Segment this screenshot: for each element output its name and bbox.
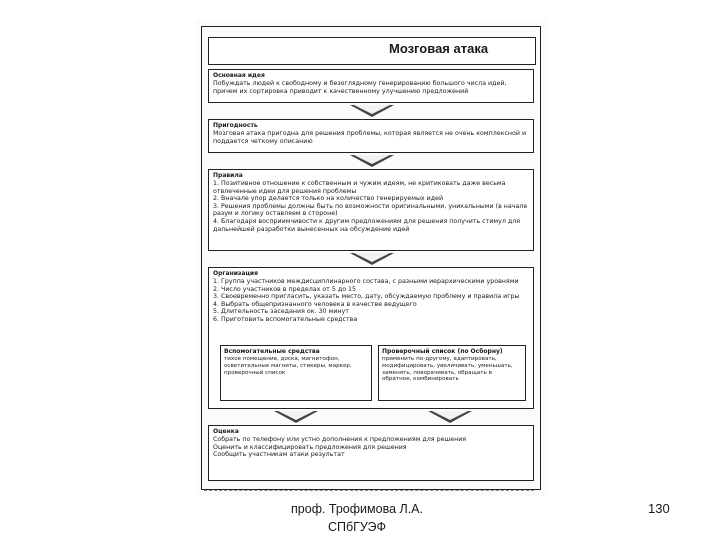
section-organization-head: Организация [213, 270, 258, 277]
section-evaluation [208, 425, 534, 481]
section-applicability [208, 119, 534, 153]
section-idea-body: Побуждать людей к свободному и безоглядному генерированию большого числа идей, причем их сортировка приводит к качественному улучшению предложений [213, 80, 507, 95]
page-number: 130 [648, 501, 670, 516]
arrow-down-right [428, 411, 472, 423]
section-rules-body: 1. Позитивное отношение к собственным и чужим идеям, не критиковать даже весьма отвлеченные идеи для решения проблемы 2. Вначале упор делается только на количество генерируемых идей 3. Решения проблемы должны быть по возможности оригинальными, уникальными (в начале разум и логику оставляем в стороне) 4. Благодаря восприимчивости к другим предложениям для решения получить стимул для дальнейшей разработки вынесенных на обсуждение идей [213, 180, 528, 233]
box-tools [220, 345, 372, 401]
author-name: проф. Трофимова Л.А. [291, 502, 423, 516]
section-rules [208, 169, 534, 251]
title-box [208, 37, 536, 65]
section-idea [208, 69, 534, 103]
section-applicability-body: Мозговая атака пригодна для решения проблемы, которая является не очень комплексной и поддается четкому описанию [213, 130, 527, 145]
box-tools-head: Вспомогательные средства [224, 348, 320, 355]
arrow-down-1 [350, 105, 394, 117]
author-institution: СПбГУЭФ [327, 520, 387, 534]
box-tools-body: тихое помещение, доска, магнитофон, осветительные магниты, стикеры, маркер, проверочный список [224, 356, 352, 376]
scan-bottom-edge [204, 490, 534, 492]
box-checklist-body: применить по-другому, адаптировать, модифицировать, увеличивать, уменьшать, заменять, поворачивать, обращать в обратное, комбинировать [382, 356, 513, 383]
arrow-down-2 [350, 155, 394, 167]
arrow-down-3 [350, 253, 394, 265]
box-checklist [378, 345, 526, 401]
scanned-diagram [195, 20, 547, 496]
section-evaluation-head: Оценка [213, 428, 239, 435]
arrow-down-left [274, 411, 318, 423]
diagram-title: Мозговая атака [389, 41, 489, 56]
section-organization-body: 1. Группа участников междисциплинарного состава, с разными иерархическими уровнями 2. Число участников в пределах от 5 до 15 3. Своевременно пригласить, указать место, дату, обсуждаемую проблему и правила игры 4. Выбрать общепризнанного человека в качестве ведущего 5. Длительность заседания ок. 30 минут 6. Приготовить вспомогательные средства [213, 278, 520, 323]
section-applicability-head: Пригодность [213, 122, 258, 129]
section-idea-head: Основная идея [213, 72, 265, 79]
footer-author [287, 500, 427, 536]
diagram-frame [201, 26, 541, 490]
section-evaluation-body: Собрать по телефону или устно дополнения к предложениям для решения Оценить и классифицировать предложения для решения Сообщить участникам атаки результат [213, 436, 467, 459]
section-rules-head: Правила [213, 172, 243, 179]
box-checklist-head: Проверочный список (по Осборну) [382, 348, 503, 355]
